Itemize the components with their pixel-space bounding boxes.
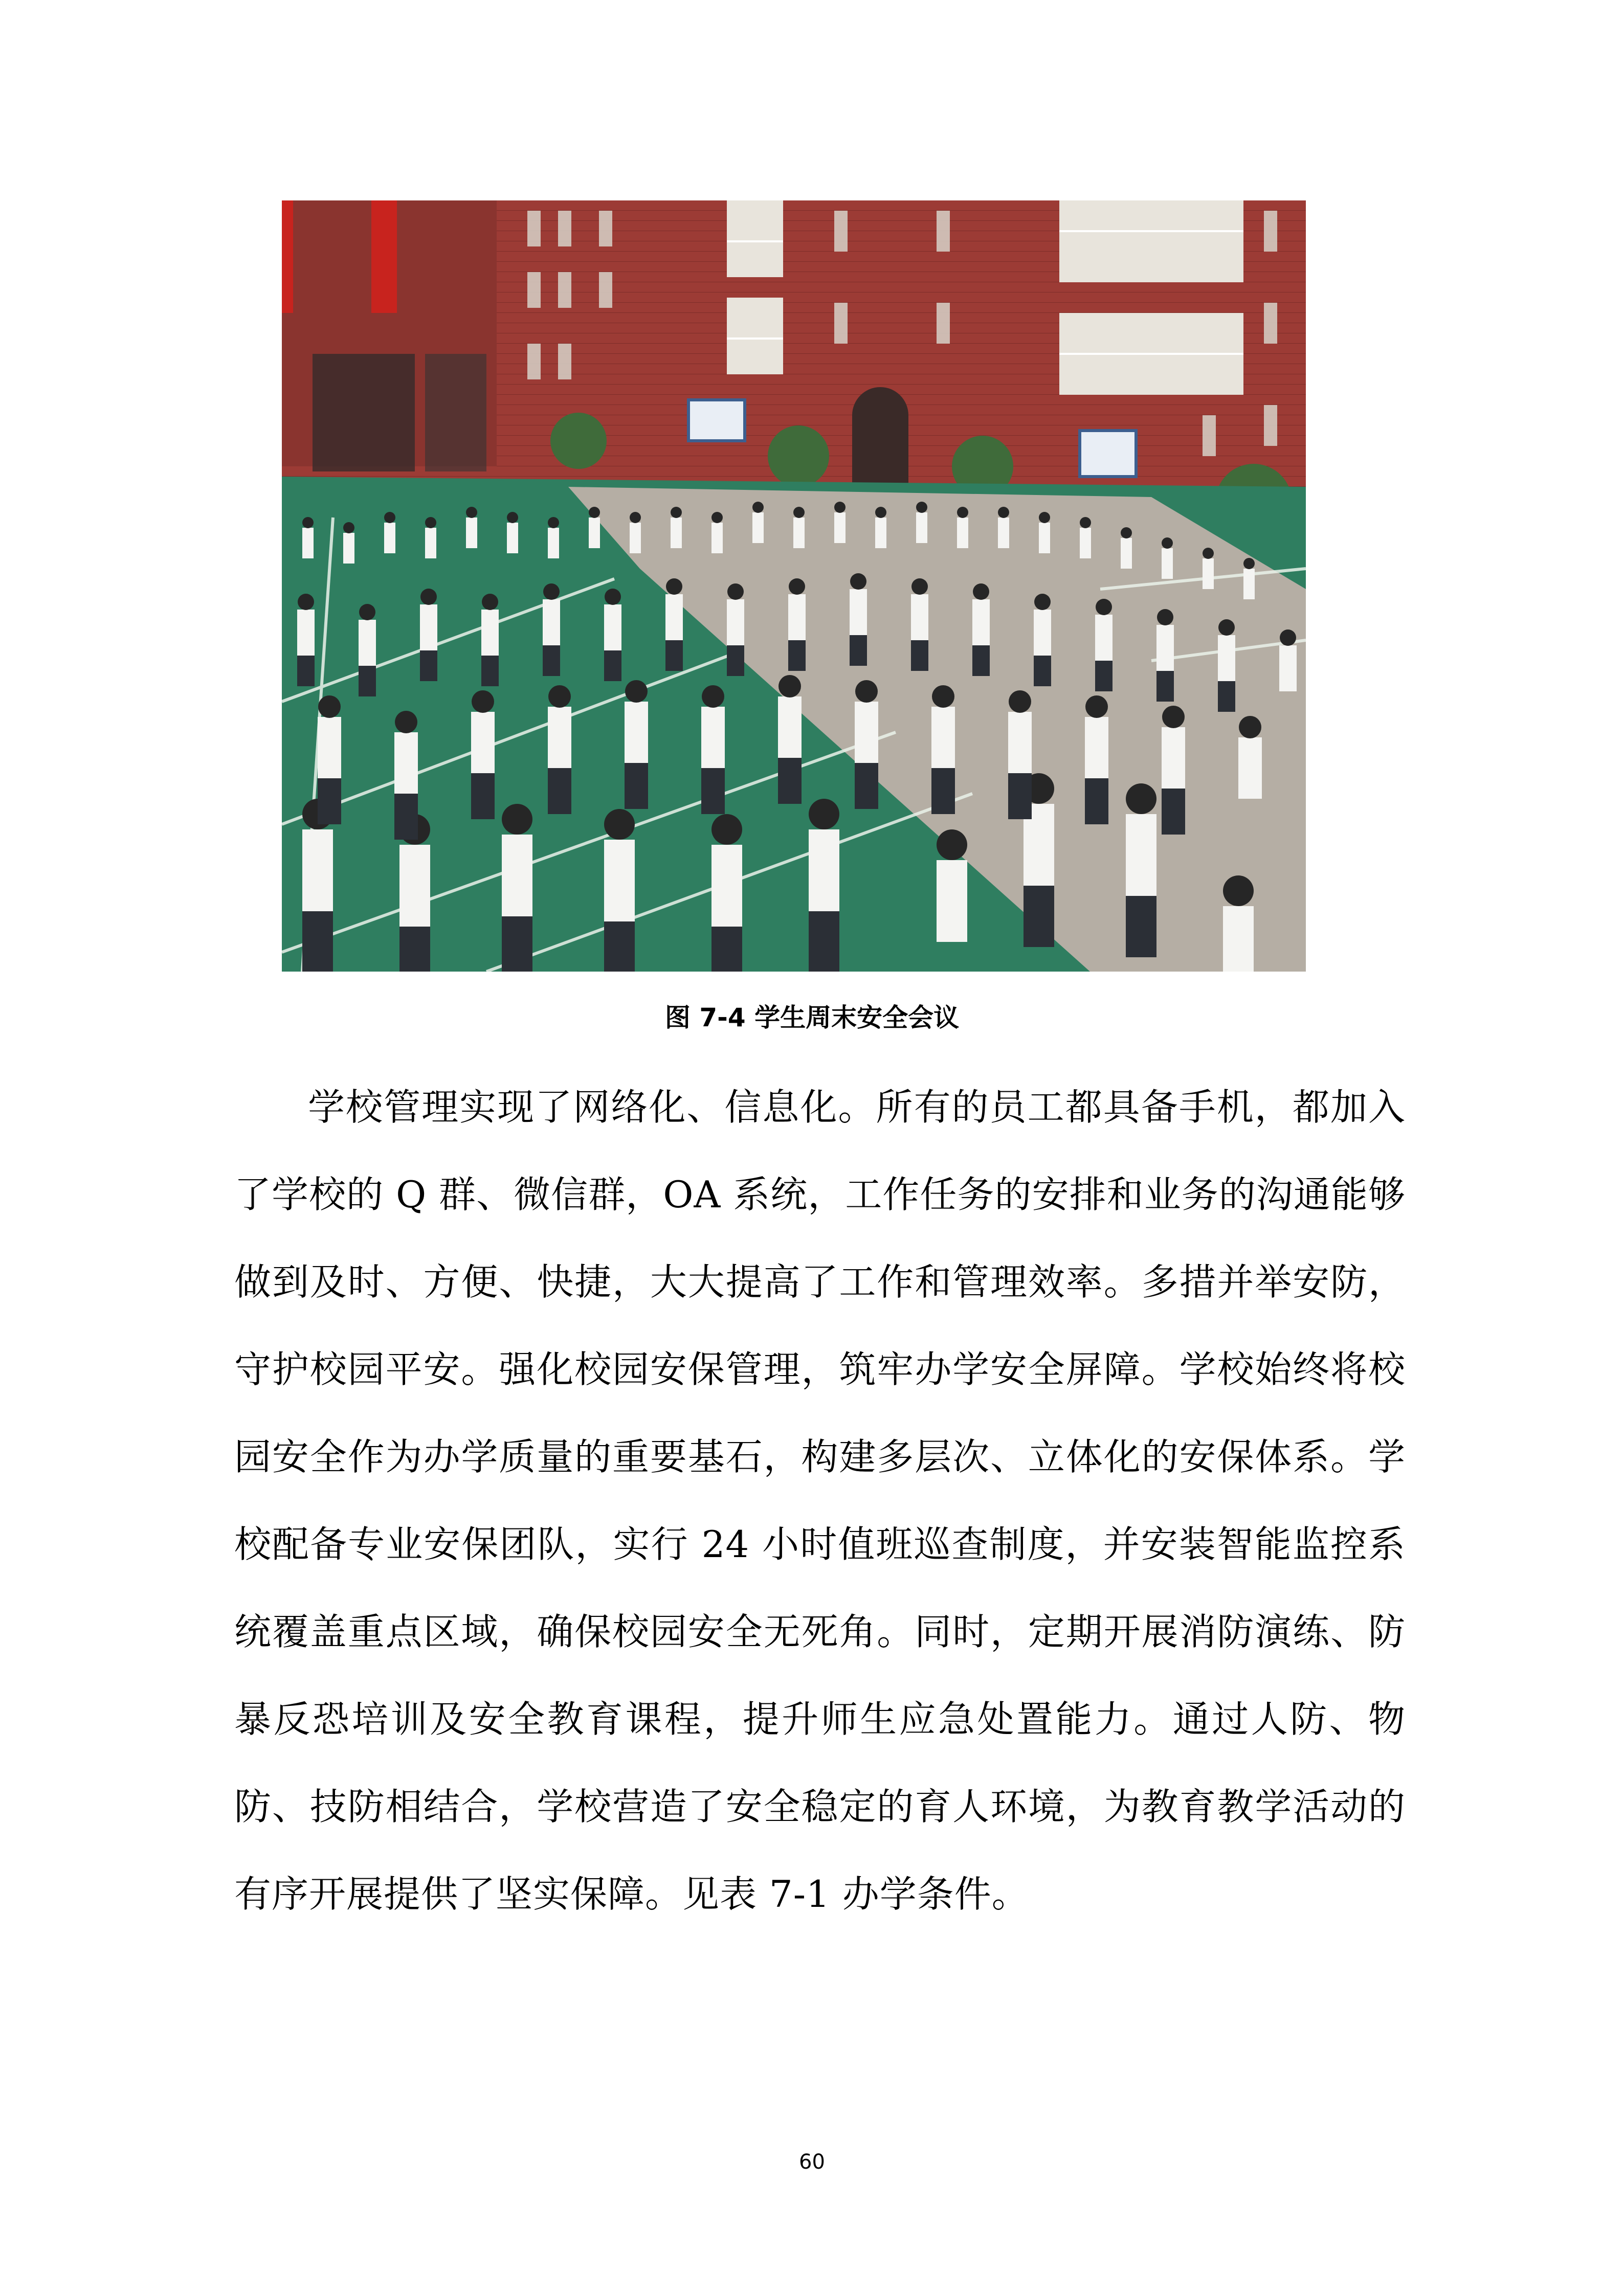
body-paragraph: 学校管理实现了网络化、信息化。所有的员工都具备手机，都加入了学校的 Q 群、微信群，OA 系统，工作任务的安排和业务的沟通能够做到及时、方便、快捷，大大提高了工作和管理效率。多措并举安防，守护校园平安。强化校园安保管理，筑牢办学安全屏障。学校始终将校园安全作为办学质量的重要基石，构建多层次、立体化的安保体系。学校配备专业安保团队，实行 24 小时值班巡查制度，并安装智能监控系统覆盖重点区域，确保校园安全无死角。同时，定期开展消防演练、防暴反恐培训及安全教育课程，提升师生应急处置能力。通过人防、物防、技防相结合，学校营造了安全稳定的育人环境，为教育教学活动的有序开展提供了坚实保障。见表 7-1 办学条件。 — [234, 1086, 1406, 1916]
arched-doorway — [852, 387, 908, 487]
figure-caption: 图 7-4 学生周末安全会议 — [664, 1003, 960, 1032]
page-number: 60 — [799, 2150, 825, 2174]
photo-illustration — [282, 200, 1306, 972]
red-banner — [371, 200, 397, 313]
figure-photo-student-assembly — [282, 200, 1306, 972]
